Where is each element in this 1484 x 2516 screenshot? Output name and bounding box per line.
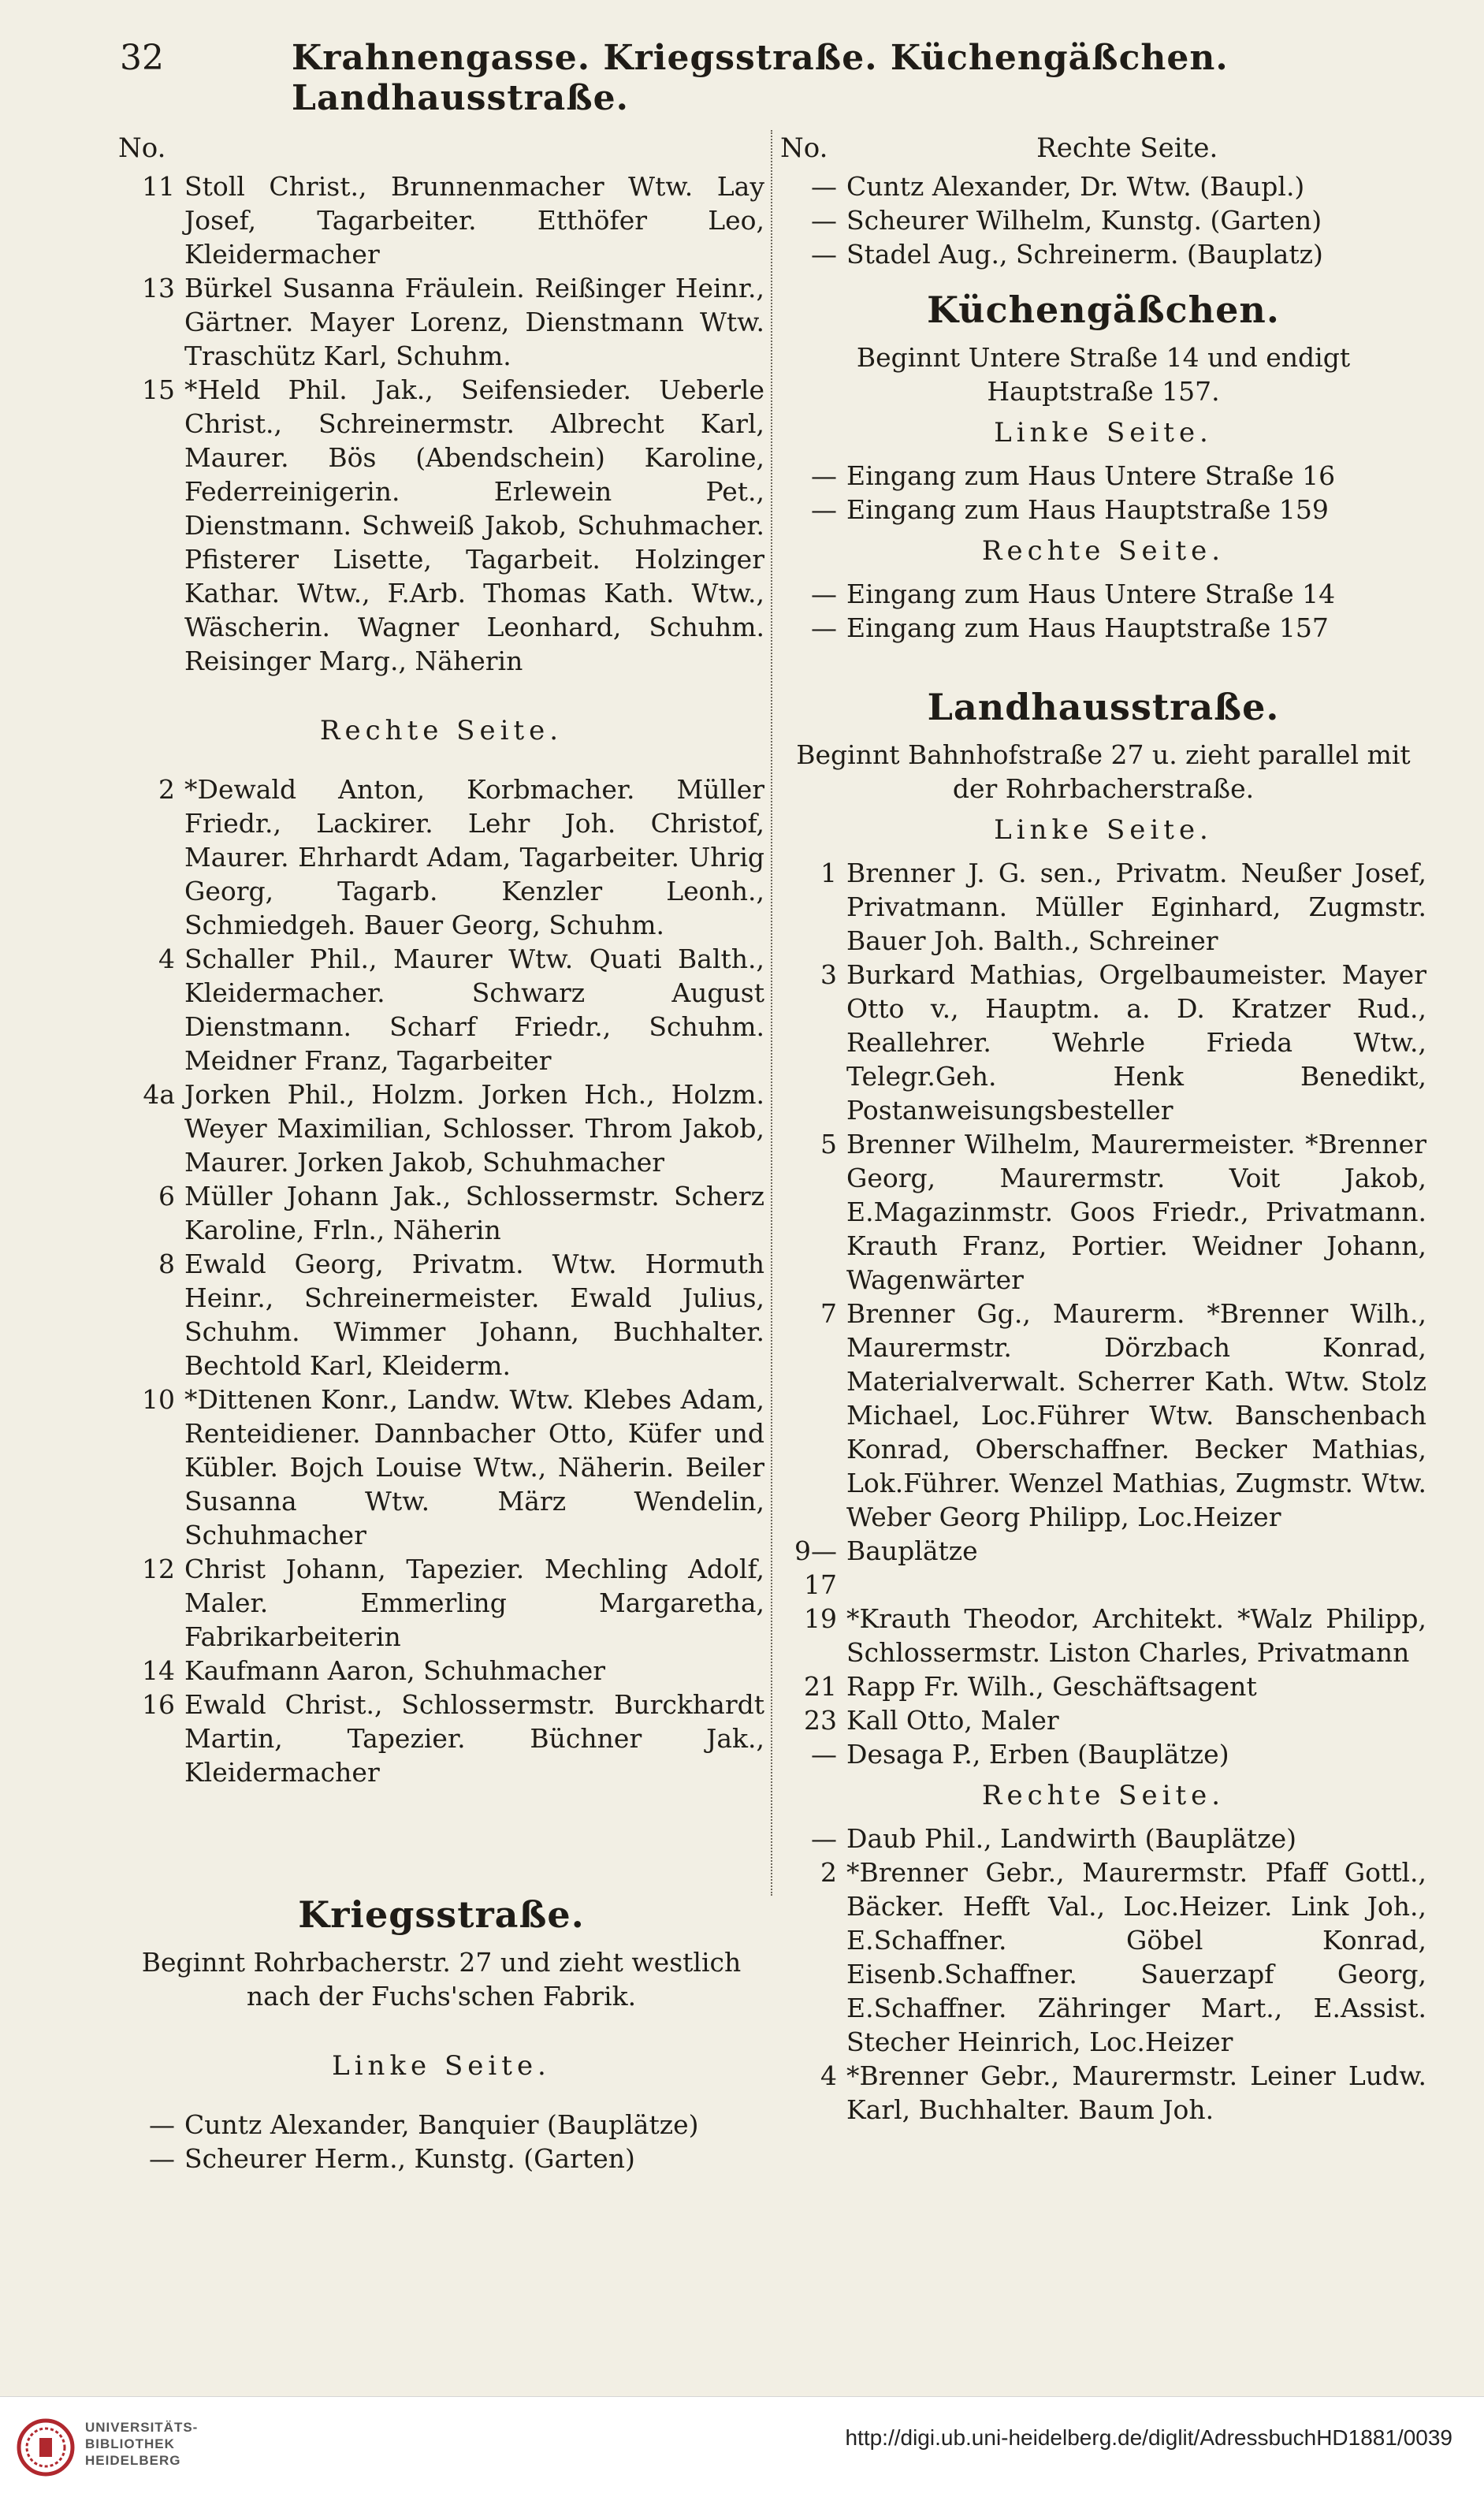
street-heading: Kriegsstraße. [298, 1893, 585, 1936]
directory-entry [118, 2108, 764, 2142]
house-number: — [811, 460, 837, 491]
left-column [118, 130, 764, 2175]
directory-entry [118, 373, 764, 678]
house-number: 1 [820, 858, 837, 888]
section-label: Rechte Seite. [981, 535, 1226, 567]
house-number: 12 [142, 1554, 175, 1584]
source-url-link[interactable]: http://digi.ub.uni-heidelberg.de/diglit/AdressbuchHD1881/0039 [845, 2425, 1452, 2450]
library-name-line: UNIVERSITÄTS- [85, 2420, 199, 2435]
number-label: No. [780, 132, 828, 164]
resident-list: Scheurer Herm., Kunstg. (Garten) [184, 2143, 635, 2174]
resident-list: Rapp Fr. Wilh., Geschäftsagent [846, 1671, 1257, 1702]
directory-entry [780, 2059, 1426, 2127]
resident-list: Scheurer Wilhelm, Kunstg. (Garten) [846, 205, 1322, 236]
house-number: 23 [804, 1705, 837, 1736]
house-number: 4a [143, 1079, 175, 1110]
resident-list: Kall Otto, Maler [846, 1705, 1059, 1736]
directory-entry [118, 1383, 764, 1552]
resident-list: Müller Johann Jak., Schlossermstr. Scherz Karoline, Frln., Näherin [184, 1181, 764, 1245]
house-number: — [811, 579, 837, 609]
directory-entry [118, 942, 764, 1077]
resident-list: Desaga P., Erben (Bauplätze) [846, 1739, 1229, 1770]
resident-list: Brenner Gg., Maurerm. *Brenner Wilh., Maurermstr. Dörzbach Konrad, Materialverwalt. Scherrer Kath. Wtw. Stolz Michael, Loc.Führer Wtw. Banschenbach Konrad, Oberschaffner. Becker Mathias, Lok.Führer. Wenzel Mathias, Zugmstr. Wtw. Weber Georg Philipp, Loc.Heizer [846, 1298, 1426, 1532]
directory-entry [118, 772, 764, 942]
resident-list: Burkard Mathias, Orgelbaumeister. Mayer Otto v., Hauptm. a. D. Kratzer Rud., Reallehrer. Wehrle Frieda Wtw., Telegr.Geh. Henk Benedikt, Postanweisungsbesteller [846, 959, 1426, 1126]
directory-entry [780, 1703, 1426, 1737]
street-heading: Küchengäßchen. [927, 288, 1280, 331]
entry-list [118, 2108, 764, 2175]
resident-list: *Dittenen Konr., Landw. Wtw. Klebes Adam, Renteidiener. Dannbacher Otto, Küfer und Kübler. Bojch Louise Wtw., Näherin. Beiler Susanna Wtw. März Wendelin, Schuhmacher [184, 1384, 764, 1550]
resident-list: Daub Phil., Landwirth (Bauplätze) [846, 1823, 1297, 1854]
section-label: Rechte Seite. [981, 1780, 1226, 1811]
street-description: Beginnt Untere Straße 14 und endigt Hauptstraße 157. [856, 342, 1351, 407]
directory-entry [118, 271, 764, 373]
library-name [85, 2419, 198, 2469]
entry-list [118, 772, 764, 1789]
resident-list: Eingang zum Haus Untere Straße 16 [846, 460, 1336, 491]
house-number: 16 [142, 1689, 175, 1720]
directory-entry [118, 1077, 764, 1179]
directory-entry [780, 577, 1426, 611]
directory-entry [118, 1654, 764, 1688]
house-number: 7 [820, 1298, 837, 1329]
directory-entry [118, 1179, 764, 1247]
resident-list: Jorken Phil., Holzm. Jorken Hch., Holzm. Weyer Maximilian, Schlosser. Throm Jakob, Maurer. Jorken Jakob, Schuhmacher [184, 1079, 764, 1178]
section-label: Linke Seite. [994, 814, 1213, 846]
resident-list: Bürkel Susanna Fräulein. Reißinger Heinr., Gärtner. Mayer Lorenz, Dienstmann Wtw. Traschütz Karl, Schuhm. [184, 273, 764, 371]
house-number: 4 [158, 944, 175, 974]
university-seal-icon [16, 2417, 76, 2477]
house-number: — [811, 1823, 837, 1854]
resident-list: Schaller Phil., Maurer Wtw. Quati Balth., Kleidermacher. Schwarz August Dienstmann. Scharf Friedr., Schuhm. Meidner Franz, Tagarbeiter [184, 944, 764, 1076]
house-number: 5 [820, 1129, 837, 1159]
resident-list: Cuntz Alexander, Banquier (Bauplätze) [184, 2109, 699, 2140]
column-divider [771, 130, 772, 1896]
resident-list: Eingang zum Haus Untere Straße 14 [846, 579, 1336, 609]
house-number: 6 [158, 1181, 175, 1211]
directory-entry [780, 203, 1426, 237]
entry-list [780, 856, 1426, 1771]
directory-entry [780, 169, 1426, 203]
library-name-line: HEIDELBERG [85, 2453, 181, 2468]
viewer-footer [0, 2396, 1484, 2516]
number-column-label [780, 130, 1426, 166]
directory-entry [780, 958, 1426, 1127]
section-label: Linke Seite. [994, 417, 1213, 448]
page-number: 32 [120, 38, 164, 78]
directory-entry [118, 2142, 764, 2175]
house-number: 10 [142, 1384, 175, 1415]
house-number: 9—17 [794, 1535, 837, 1600]
resident-list: Ewald Christ., Schlossermstr. Burckhardt Martin, Tapezier. Büchner Jak., Kleidermacher [184, 1689, 764, 1788]
house-number: — [811, 612, 837, 643]
resident-list: *Krauth Theodor, Architekt. *Walz Philipp, Schlossermstr. Liston Charles, Privatmann [846, 1603, 1426, 1668]
section-label: Linke Seite. [332, 2050, 551, 2082]
resident-list: Kaufmann Aaron, Schuhmacher [184, 1655, 605, 1686]
house-number: 3 [820, 959, 837, 990]
resident-list: *Held Phil. Jak., Seifensieder. Ueberle Christ., Schreinermstr. Albrecht Karl, Maurer. Bös (Abendschein) Karoline, Federreinigerin. Erlewein Pet., Dienstmann. Schweiß Jakob, Schuhmacher. Pfisterer Lisette, Tagarbeit. Holzinger Kathar. Wtw., F.Arb. Thomas Kath. Wtw., Wäscherin. Wagner Leonhard, Schuhm. Reisinger Marg., Näherin [184, 374, 764, 676]
resident-list: *Dewald Anton, Korbmacher. Müller Friedr., Lackirer. Lehr Joh. Christof, Maurer. Ehrhardt Adam, Tagarbeiter. Uhrig Georg, Tagarb. Kenzler Leonh., Schmiedgeh. Bauer Georg, Schuhm. [184, 774, 764, 940]
directory-entry [118, 169, 764, 271]
house-number: 14 [142, 1655, 175, 1686]
directory-entry [780, 1602, 1426, 1669]
house-number: — [149, 2143, 175, 2174]
house-number: 11 [142, 171, 175, 202]
directory-entry [118, 1552, 764, 1654]
resident-list: Ewald Georg, Privatm. Wtw. Hormuth Heinr., Schreinermeister. Ewald Julius, Schuhm. Wimmer Johann, Buchhalter. Bechtold Karl, Kleiderm. [184, 1249, 764, 1381]
directory-entry [118, 1688, 764, 1789]
resident-list: Brenner Wilhelm, Maurermeister. *Brenner Georg, Maurermstr. Voit Jakob, E.Magazinmstr. Goos Friedr., Privatmann. Krauth Franz, Portier. Weidner Johann, Wagenwärter [846, 1129, 1426, 1295]
house-number: 2 [820, 1857, 837, 1888]
house-number: 21 [804, 1671, 837, 1702]
directory-entry [780, 1855, 1426, 2059]
house-number: — [811, 494, 837, 525]
resident-list: Stadel Aug., Schreinerm. (Bauplatz) [846, 239, 1323, 270]
directory-entry [780, 1127, 1426, 1297]
house-number: — [811, 1739, 837, 1770]
number-column-label: No. [118, 132, 166, 164]
house-number: 8 [158, 1249, 175, 1279]
resident-list: Eingang zum Haus Hauptstraße 159 [846, 494, 1329, 525]
house-number: — [811, 205, 837, 236]
right-column [780, 130, 1426, 2127]
house-number: 13 [142, 273, 175, 303]
house-number: — [811, 171, 837, 202]
directory-entry [780, 493, 1426, 527]
street-description: Beginnt Rohrbacherstr. 27 und zieht westlich nach der Fuchs'schen Fabrik. [141, 1947, 742, 2012]
street-heading: Landhausstraße. [927, 686, 1280, 728]
directory-entry [780, 237, 1426, 271]
house-number: 19 [804, 1603, 837, 1634]
entry-list [780, 1822, 1426, 2127]
resident-list: Christ Johann, Tapezier. Mechling Adolf, Maler. Emmerling Margaretha, Fabrikarbeiterin [184, 1554, 764, 1652]
entry-list [118, 169, 764, 678]
directory-entry [118, 1247, 764, 1383]
house-number: 4 [820, 2060, 837, 2091]
section-label: Rechte Seite. [319, 715, 563, 746]
section-label: Rechte Seite. [1036, 132, 1218, 164]
resident-list: Stoll Christ., Brunnenmacher Wtw. Lay Josef, Tagarbeiter. Etthöfer Leo, Kleidermacher [184, 171, 764, 270]
directory-entry [780, 856, 1426, 958]
directory-entry [780, 611, 1426, 645]
entry-list [780, 459, 1426, 527]
resident-list: *Brenner Gebr., Maurermstr. Leiner Ludw. Karl, Buchhalter. Baum Joh. [846, 2060, 1426, 2125]
page-header: Krahnengasse. Kriegsstraße. Küchengäßchen. Landhausstraße. [292, 38, 1229, 118]
resident-list: Cuntz Alexander, Dr. Wtw. (Baupl.) [846, 171, 1305, 202]
directory-entry [780, 1297, 1426, 1534]
house-number: — [811, 239, 837, 270]
house-number: 2 [158, 774, 175, 805]
resident-list: Brenner J. G. sen., Privatm. Neußer Josef, Privatmann. Müller Eginhard, Zugmstr. Bauer Joh. Balth., Schreiner [846, 858, 1426, 956]
resident-list: Eingang zum Haus Hauptstraße 157 [846, 612, 1329, 643]
library-name-line: BIBLIOTHEK [85, 2436, 175, 2451]
directory-entry [780, 1669, 1426, 1703]
resident-list: Bauplätze [846, 1535, 978, 1566]
house-number: 15 [142, 374, 175, 405]
entry-list [780, 577, 1426, 645]
entry-list [780, 169, 1426, 271]
directory-entry [780, 459, 1426, 493]
resident-list: *Brenner Gebr., Maurermstr. Pfaff Gottl., Bäcker. Hefft Val., Loc.Heizer. Link Joh., E.Schaffner. Göbel Konrad, Eisenb.Schaffner. Sauerzapf Georg, E.Schaffner. Zähringer Mart., E.Assist. Stecher Heinrich, Loc.Heizer [846, 1857, 1426, 2057]
directory-entry [780, 1822, 1426, 1855]
directory-entry [780, 1534, 1426, 1602]
directory-entry [780, 1737, 1426, 1771]
house-number: — [149, 2109, 175, 2140]
street-description: Beginnt Bahnhofstraße 27 u. zieht parallel mit der Rohrbacherstraße. [796, 739, 1411, 804]
